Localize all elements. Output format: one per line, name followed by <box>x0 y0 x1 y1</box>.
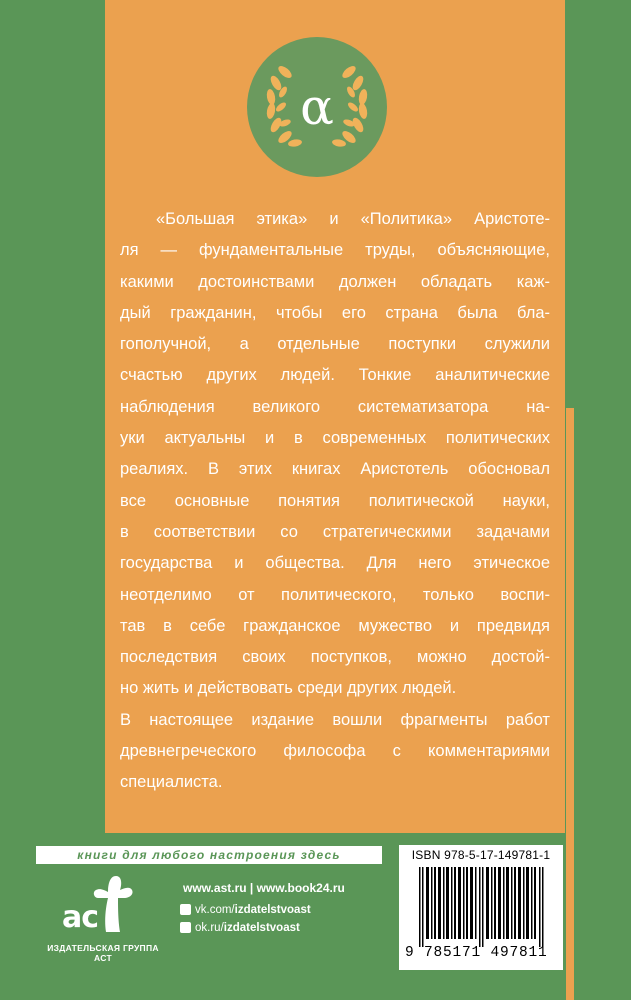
description-line: реалиях. В этих книгах Аристотель обосновал <box>120 460 550 479</box>
description-line: неотделимо от политического, только воспи- <box>120 585 550 604</box>
description-line: дый гражданин, чтобы его страна была бла- <box>120 303 550 322</box>
barcode-digits: 9 785171 497811 <box>405 945 548 961</box>
description-line: тав в себе гражданское мужество и предвидя <box>120 616 550 635</box>
ok-prefix: ok.ru/ <box>195 922 224 934</box>
description-line: ля — фундаментальные труды, объясняющие, <box>120 241 550 260</box>
vk-prefix: vk.com/ <box>195 904 235 916</box>
publisher-websites[interactable]: www.ast.ru | www.book24.ru <box>183 881 345 895</box>
description-line: государства и общества. Для него этическое <box>120 554 550 573</box>
description-line: последствия своих поступков, можно достой- <box>120 648 550 667</box>
ast-logo <box>58 870 148 947</box>
description-line: наблюдения великого систематизатора на- <box>120 397 550 416</box>
description-line: счастью других людей. Тонкие аналитические <box>120 366 550 385</box>
vk-icon <box>180 904 191 915</box>
description-line: специалиста. <box>120 773 223 792</box>
ok-handle: izdatelstvoast <box>223 922 300 934</box>
description-line: В настоящее издание вошли фрагменты работ <box>120 710 550 729</box>
isbn-barcode-box <box>399 845 563 970</box>
barcode-icon <box>419 867 547 947</box>
isbn-number: ISBN 978-5-17-149781-1 <box>411 848 551 862</box>
side-decor-bar <box>566 408 574 1000</box>
description-line: древнегреческого философа с комментариями <box>120 742 550 761</box>
book-description <box>120 204 550 799</box>
ok-link[interactable] <box>180 922 300 934</box>
description-line: в соответствии со стратегическими задачами <box>120 522 550 541</box>
description-line: «Большая этика» и «Политика» Аристоте- <box>156 210 550 228</box>
description-line: гополучной, а отдельные поступки служили <box>120 335 550 354</box>
tagline: книги для любого настроения здесь <box>36 846 382 864</box>
description-line: уки актуальны и в современных политических <box>120 429 550 448</box>
ok-icon <box>180 922 191 933</box>
description-line: все основные понятия политической науки, <box>120 491 550 510</box>
vk-link[interactable] <box>180 904 311 916</box>
ast-logo-text: ac <box>62 900 99 935</box>
alpha-symbol: α <box>300 78 334 136</box>
alpha-emblem <box>247 37 387 177</box>
description-line: но жить и действовать среди других людей. <box>120 679 457 698</box>
publisher-group-name: ИЗДАТЕЛЬСКАЯ ГРУППА АСТ <box>47 943 159 963</box>
vk-handle: izdatelstvoast <box>234 904 311 916</box>
description-line: какими достоинствами должен обладать каж- <box>120 272 550 291</box>
